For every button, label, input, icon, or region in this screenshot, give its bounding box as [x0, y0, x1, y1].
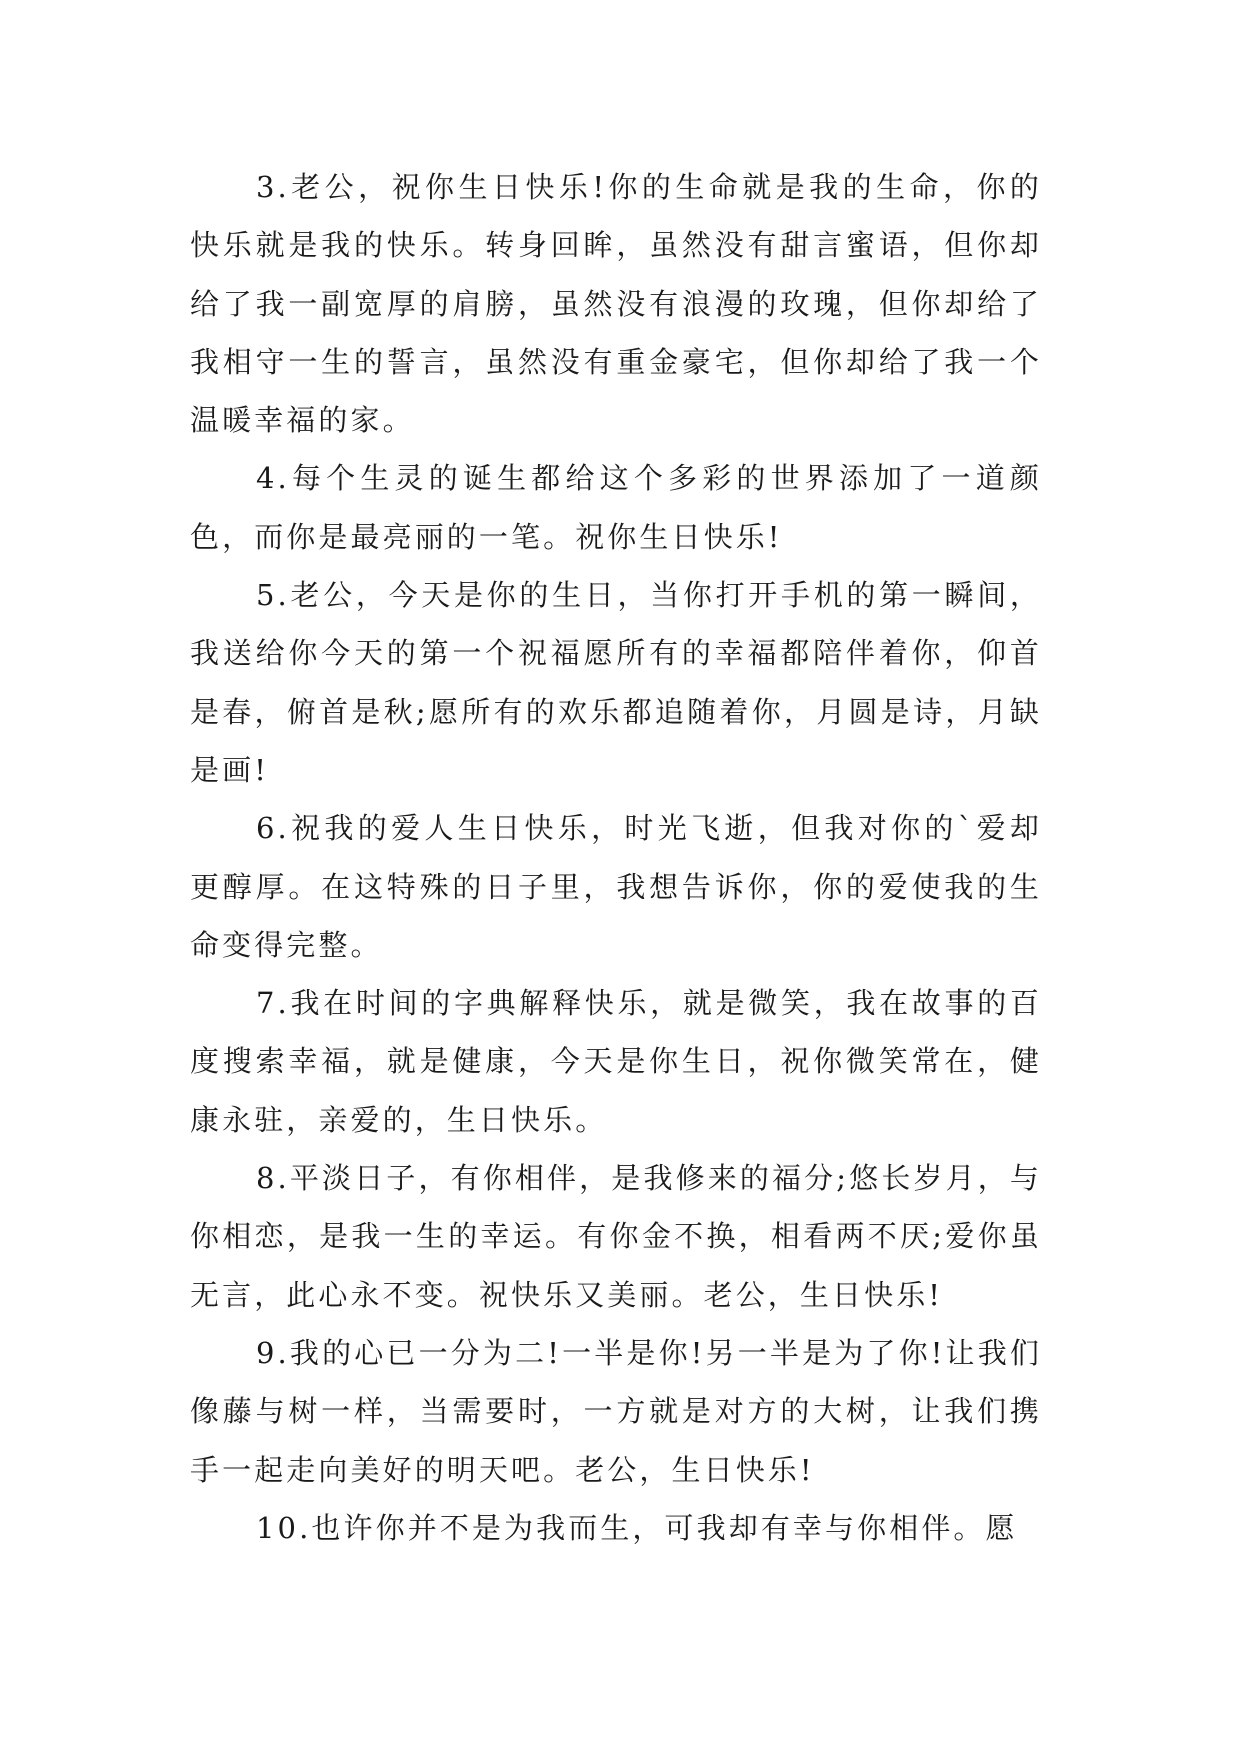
paragraph-4: 4.每个生灵的诞生都给这个多彩的世界添加了一道颜色，而你是最亮丽的一笔。祝你生日快乐! — [190, 461, 1042, 554]
paragraph-6: 6.祝我的爱人生日快乐，时光飞逝，但我对你的`爱却更醇厚。在这特殊的日子里，我想告诉你，你的爱使我的生命变得完整。 — [190, 811, 1042, 962]
paragraph-8: 8.平淡日子，有你相伴，是我修来的福分;悠长岁月，与你相恋，是我一生的幸运。有你金不换，相看两不厌;爱你虽无言，此心永不变。祝快乐又美丽。老公，生日快乐! — [190, 1161, 1042, 1312]
paragraph-5: 5.老公，今天是你的生日，当你打开手机的第一瞬间，我送给你今天的第一个祝福愿所有的幸福都陪伴着你，仰首是春，俯首是秋;愿所有的欢乐都追随着你，月圆是诗，月缺是画! — [190, 578, 1042, 787]
paragraph-3: 3.老公，祝你生日快乐!你的生命就是我的生命，你的快乐就是我的快乐。转身回眸，虽然没有甜言蜜语，但你却给了我一副宽厚的肩膀，虽然没有浪漫的玫瑰，但你却给了我相守一生的誓言，虽然没有重金豪宅，但你却给了我一个温暖幸福的家。 — [190, 170, 1042, 438]
document-body — [190, 158, 1042, 1557]
paragraph-7: 7.我在时间的字典解释快乐，就是微笑，我在故事的百度搜索幸福，就是健康，今天是你生日，祝你微笑常在，健康永驻，亲爱的，生日快乐。 — [190, 986, 1042, 1137]
paragraph-10: 10.也许你并不是为我而生，可我却有幸与你相伴。愿 — [256, 1510, 1018, 1545]
paragraph-9: 9.我的心已一分为二!一半是你!另一半是为了你!让我们像藤与树一样，当需要时，一方就是对方的大树，让我们携手一起走向美好的明天吧。老公，生日快乐! — [190, 1335, 1042, 1487]
